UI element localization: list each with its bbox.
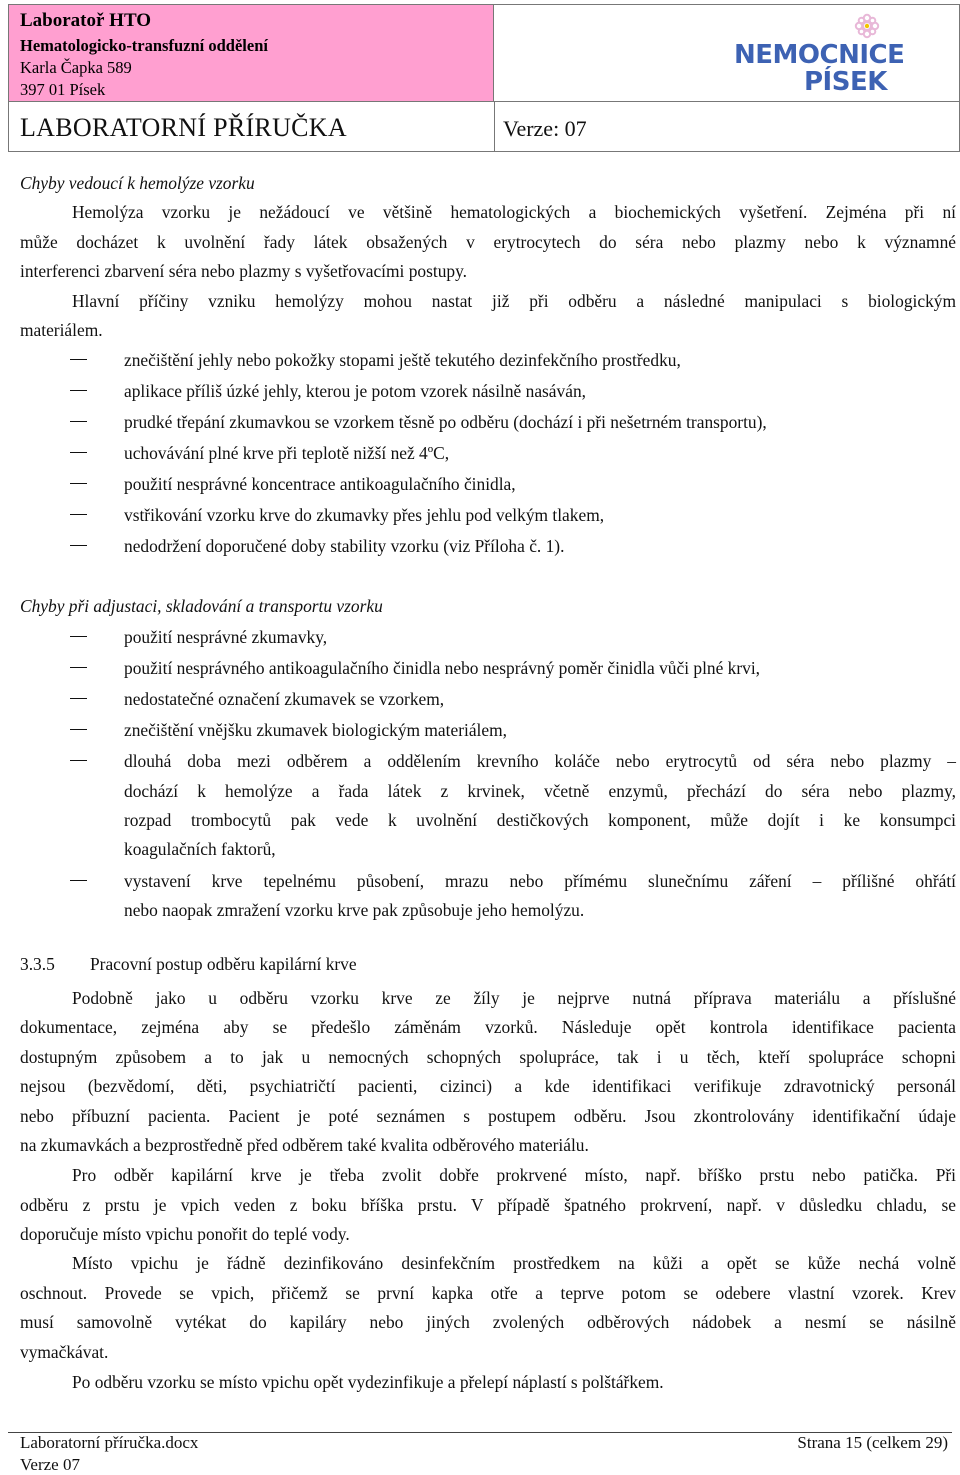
flower-icon (852, 13, 882, 41)
dash-bullet (70, 483, 87, 484)
paragraph-line: dokumentace, zejména aby se předešlo záměnám vzorků. Následuje opět kontrola identifikace pacienta (20, 1017, 956, 1037)
paragraph-line: nejsou (bezvědomí, děti, psychiatričtí pacienti, cizinci) a kde identifikaci verifikuje zdravotnický personál (20, 1076, 956, 1096)
header-title-row (9, 102, 959, 151)
list-item-line: vystavení krve tepelnému působení, mrazu nebo přímému slunečnímu záření – přílišné ohřátí (124, 871, 956, 891)
dash-bullet (70, 729, 87, 730)
dash-bullet (70, 698, 87, 699)
lab-address-block (9, 5, 494, 102)
section-heading: Pracovní postup odběru kapilární krve (90, 954, 357, 974)
dash-bullet (70, 760, 87, 761)
paragraph-line: nebo příbuzní pacienta. Pacient je poté seznámen s postupem odběru. Jsou zkontrolovány identifikační údaje (20, 1106, 956, 1126)
lab-name: Laboratoř HTO (20, 10, 152, 31)
list-item: nedostatečné označení zkumavek se vzorkem, (124, 689, 445, 709)
logo-block (494, 5, 959, 102)
paragraph-line: musí samovolně vytékat do kapiláry nebo jiných zvolených odběrových nádobek a nesmí se násilně (20, 1312, 956, 1332)
dash-bullet (70, 667, 87, 668)
city-address: 397 01 Písek (20, 80, 106, 99)
list-item-line: dochází k hemolýze a řada látek z krvinek, včetně enzymů, přechází do séra nebo plazmy, (124, 781, 956, 801)
dash-bullet (70, 421, 87, 422)
paragraph-line: materiálem. (20, 320, 103, 340)
hospital-logo (734, 13, 924, 97)
footer-filename: Laboratorní příručka.docx (20, 1433, 199, 1452)
section-heading-hemolysis: Chyby vedoucí k hemolýze vzorku (20, 173, 255, 193)
section-number: 3.3.5 (20, 954, 55, 974)
document-version: Verze: 07 (503, 116, 587, 141)
logo-text-line1: NEMOCNICE (734, 40, 905, 70)
list-item: vstřikování vzorku krve do zkumavky přes jehlu pod velkým tlakem, (124, 505, 605, 525)
paragraph-line: Podobně jako u odběru vzorku krve ze žíly je nejprve nutná příprava materiálu a příslušné (72, 988, 956, 1008)
list-item-line: dlouhá doba mezi odběrem a oddělením krevního koláče nebo erytrocytů od séra nebo plazmy – (124, 751, 956, 771)
paragraph-line: Po odběru vzorku se místo vpichu opět vydezinfikuje a přelepí náplastí s polštářkem. (72, 1372, 664, 1392)
paragraph-line: Hlavní příčiny vzniku hemolýzy mohou nastat již při odběru a následné manipulaci s biologickým (72, 291, 956, 311)
page-header (8, 4, 960, 152)
list-item: prudké třepání zkumavkou se vzorkem těsně po odběru (dochází i při nešetrném transportu), (124, 412, 767, 432)
list-item-line: rozpad trombocytů pak vede k uvolnění destičkových komponent, může dojít i ke konsumpci (124, 810, 956, 830)
list-item: uchovávání plné krve při teplotě nižší než 4ºC, (124, 443, 450, 463)
dash-bullet (70, 452, 87, 453)
section-heading-handling: Chyby při adjustaci, skladování a transportu vzorku (20, 596, 383, 616)
paragraph-line: na zkumavkách a bezprostředně před odběrem také kvalita odběrového materiálu. (20, 1135, 589, 1155)
document-title: LABORATORNÍ PŘÍRUČKA (20, 113, 347, 142)
list-item: použití nesprávné koncentrace antikoagulačního činidla, (124, 474, 516, 494)
paragraph-line: doporučuje místo vpichu ponořit do teplé vody. (20, 1224, 350, 1244)
street-address: Karla Čapka 589 (20, 58, 132, 77)
paragraph-line: Místo vpichu je řádně dezinfikováno desinfekčním prostředkem na kůži a opět se kůže nechá volně (72, 1253, 956, 1273)
dash-bullet (70, 514, 87, 515)
dash-bullet (70, 880, 87, 881)
dash-bullet (70, 545, 87, 546)
footer-version: Verze 07 (20, 1455, 80, 1474)
paragraph-line: vymačkávat. (20, 1342, 109, 1362)
dash-bullet (70, 636, 87, 637)
paragraph-line: dostupným způsobem a to jak u nemocných schopných spolupráce, tak i u těch, kteří spolupráce schopni (20, 1047, 956, 1067)
list-item: nedodržení doporučené doby stability vzorku (viz Příloha č. 1). (124, 536, 565, 556)
paragraph-line: může docházet k uvolnění řady látek obsažených v erytrocytech do séra nebo plazmy nebo k významné (20, 232, 956, 252)
list-item: aplikace příliš úzké jehly, kterou je potom vzorek násilně nasáván, (124, 381, 586, 401)
list-item: použití nesprávného antikoagulačního činidla nebo nesprávný poměr činidla vůči plné krvi, (124, 658, 761, 678)
list-item-line: koagulačních faktorů, (124, 839, 276, 859)
list-item: použití nesprávné zkumavky, (124, 627, 328, 647)
header-divider (494, 102, 495, 151)
paragraph-line: Hemolýza vzorku je nežádoucí ve většině hematologických a biochemických vyšetření. Zejména při ní (72, 202, 956, 222)
paragraph-line: oschnout. Provede se vpich, přičemž se první kapka otře a teprve potom se odebere vlastní vzorek. Krev (20, 1283, 956, 1303)
paragraph-line: odběru z prstu je vpich veden z boku bříška prstu. V případě špatného prokrvení, např. v důsledku chladu, se (20, 1195, 956, 1215)
dash-bullet (70, 359, 87, 360)
dash-bullet (70, 390, 87, 391)
footer-page-number: Strana 15 (celkem 29) (797, 1433, 948, 1452)
list-item: znečištění vnějšku zkumavek biologickým materiálem, (124, 720, 507, 740)
list-item: znečištění jehly nebo pokožky stopami ještě tekutého dezinfekčního prostředku, (124, 350, 681, 370)
paragraph-line: interferenci zbarvení séra nebo plazmy s vyšetřovacími postupy. (20, 261, 468, 281)
list-item-line: nebo naopak zmražení vzorku krve pak způsobuje jeho hemolýzu. (124, 900, 585, 920)
department-name: Hematologicko-transfuzní oddělení (20, 36, 268, 55)
logo-text-line2: PÍSEK (804, 67, 887, 97)
paragraph-line: Pro odběr kapilární krve je třeba zvolit dobře prokrvené místo, např. bříško prstu nebo patička. Při (72, 1165, 956, 1185)
